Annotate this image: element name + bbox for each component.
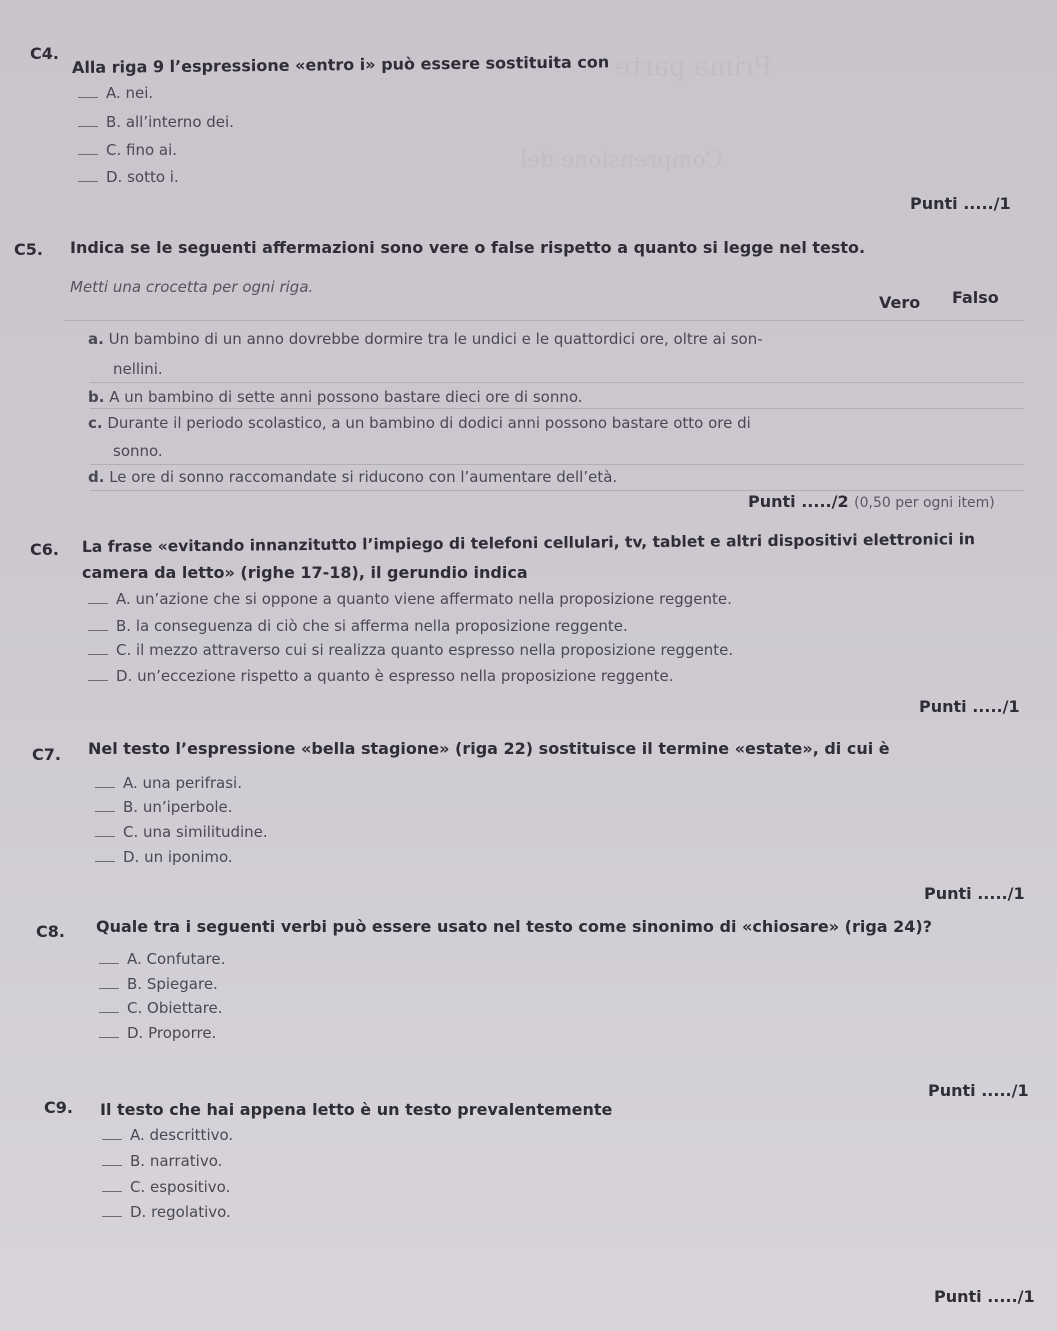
- question-text: La frase «evitando innanzitutto l’impiego di telefoni cellulari, tv, tablet e altri dispositivi elettronici in: [81, 530, 976, 556]
- answer-blank[interactable]: [95, 777, 115, 788]
- statement-c: c. Durante il periodo scolastico, a un bambino di dodici anni possono bastare otto ore di: [88, 414, 751, 432]
- option-b[interactable]: B. narrativo.: [102, 1152, 222, 1170]
- column-header-false: Falso: [952, 288, 999, 307]
- option-a[interactable]: A. descrittivo.: [102, 1126, 233, 1144]
- row-divider: [90, 382, 1024, 383]
- answer-blank[interactable]: [78, 87, 98, 98]
- answer-blank[interactable]: [78, 116, 98, 127]
- question-text: Quale tra i seguenti verbi può essere usato nel testo come sinonimo di «chiosare» (riga 24)?: [96, 917, 933, 936]
- answer-blank[interactable]: [99, 953, 119, 964]
- answer-blank[interactable]: [99, 1002, 119, 1013]
- instruction-text: Metti una crocetta per ogni riga.: [70, 278, 314, 296]
- answer-blank[interactable]: [102, 1181, 122, 1192]
- answer-blank[interactable]: [95, 851, 115, 862]
- option-b[interactable]: B. la conseguenza di ciò che si afferma nella proposizione reggente.: [88, 617, 628, 635]
- row-divider: [64, 320, 1024, 321]
- score-field[interactable]: Punti ...../1: [928, 1081, 1029, 1100]
- statement-a-continued: nellini.: [113, 360, 163, 378]
- score-field[interactable]: Punti ...../1: [934, 1287, 1035, 1306]
- option-a[interactable]: A. Confutare.: [99, 950, 225, 968]
- answer-blank[interactable]: [95, 801, 115, 812]
- checkbox-true-d[interactable]: [880, 466, 916, 488]
- answer-blank[interactable]: [99, 1027, 119, 1038]
- question-number: C9.: [44, 1098, 73, 1117]
- option-d[interactable]: D. un iponimo.: [95, 848, 233, 866]
- statement-d: d. Le ore di sonno raccomandate si riducono con l’aumentare dell’età.: [88, 468, 618, 486]
- option-b[interactable]: B. un’iperbole.: [95, 798, 233, 816]
- score-field[interactable]: Punti ...../2 (0,50 per ogni item): [748, 492, 995, 511]
- question-text: Indica se le seguenti affermazioni sono vere o false rispetto a quanto si legge nel testo.: [70, 238, 866, 257]
- row-divider: [90, 490, 1024, 491]
- answer-blank[interactable]: [102, 1129, 122, 1140]
- question-number: C4.: [30, 44, 59, 63]
- answer-blank[interactable]: [95, 826, 115, 837]
- option-c[interactable]: C. espositivo.: [102, 1178, 230, 1196]
- checkbox-false-d[interactable]: [955, 464, 991, 486]
- question-text: Alla riga 9 l’espressione «entro i» può essere sostituita con: [71, 52, 610, 77]
- question-number: C8.: [36, 922, 65, 941]
- answer-blank[interactable]: [88, 644, 108, 655]
- statement-b: b. A un bambino di sette anni possono bastare dieci ore di sonno.: [88, 388, 583, 406]
- score-field[interactable]: Punti ...../1: [924, 884, 1025, 903]
- question-number: C7.: [32, 745, 61, 764]
- answer-blank[interactable]: [88, 670, 108, 681]
- option-c[interactable]: C. fino ai.: [78, 141, 177, 159]
- checkbox-true-c[interactable]: [880, 436, 916, 458]
- checkbox-false-c[interactable]: [955, 434, 991, 456]
- option-b[interactable]: B. Spiegare.: [99, 975, 218, 993]
- row-divider: [90, 464, 1024, 465]
- checkbox-true-b[interactable]: [880, 386, 916, 408]
- answer-blank[interactable]: [102, 1155, 122, 1166]
- option-d[interactable]: D. regolativo.: [102, 1203, 231, 1221]
- answer-blank[interactable]: [102, 1206, 122, 1217]
- question-text: Il testo che hai appena letto è un testo prevalentemente: [100, 1100, 613, 1119]
- checkbox-false-a[interactable]: [955, 350, 991, 372]
- statement-a: a. Un bambino di un anno dovrebbe dormire tra le undici e le quattordici ore, oltre ai son-: [88, 330, 763, 348]
- question-text-continued: camera da letto» (righe 17-18), il gerundio indica: [82, 563, 528, 582]
- option-c[interactable]: C. il mezzo attraverso cui si realizza quanto espresso nella proposizione reggente.: [88, 641, 733, 659]
- answer-blank[interactable]: [78, 144, 98, 155]
- question-number: C6.: [30, 540, 59, 559]
- checkbox-false-b[interactable]: [955, 384, 991, 406]
- option-a[interactable]: A. una perifrasi.: [95, 774, 242, 792]
- answer-blank[interactable]: [99, 978, 119, 989]
- option-a[interactable]: A. un’azione che si oppone a quanto viene affermato nella proposizione reggente.: [88, 590, 732, 608]
- answer-blank[interactable]: [88, 593, 108, 604]
- question-number: C5.: [14, 240, 43, 259]
- bleed-through-text: Comprensione del: [520, 148, 723, 173]
- score-field[interactable]: Punti ...../1: [910, 194, 1011, 213]
- bleed-through-text: Prima parte: [615, 52, 773, 82]
- statement-c-continued: sonno.: [113, 442, 163, 460]
- option-d[interactable]: D. sotto i.: [78, 168, 179, 186]
- option-d[interactable]: D. un’eccezione rispetto a quanto è espresso nella proposizione reggente.: [88, 667, 674, 685]
- answer-blank[interactable]: [88, 620, 108, 631]
- option-c[interactable]: C. Obiettare.: [99, 999, 223, 1017]
- checkbox-true-a[interactable]: [880, 352, 916, 374]
- option-b[interactable]: B. all’interno dei.: [78, 113, 234, 131]
- column-header-true: Vero: [879, 293, 921, 312]
- answer-blank[interactable]: [78, 171, 98, 182]
- score-field[interactable]: Punti ...../1: [919, 697, 1020, 716]
- question-text: Nel testo l’espressione «bella stagione» (riga 22) sostituisce il termine «estate», di cui è: [88, 739, 890, 758]
- row-divider: [90, 408, 1024, 409]
- option-a[interactable]: A. nei.: [78, 84, 153, 102]
- option-d[interactable]: D. Proporre.: [99, 1024, 216, 1042]
- option-c[interactable]: C. una similitudine.: [95, 823, 268, 841]
